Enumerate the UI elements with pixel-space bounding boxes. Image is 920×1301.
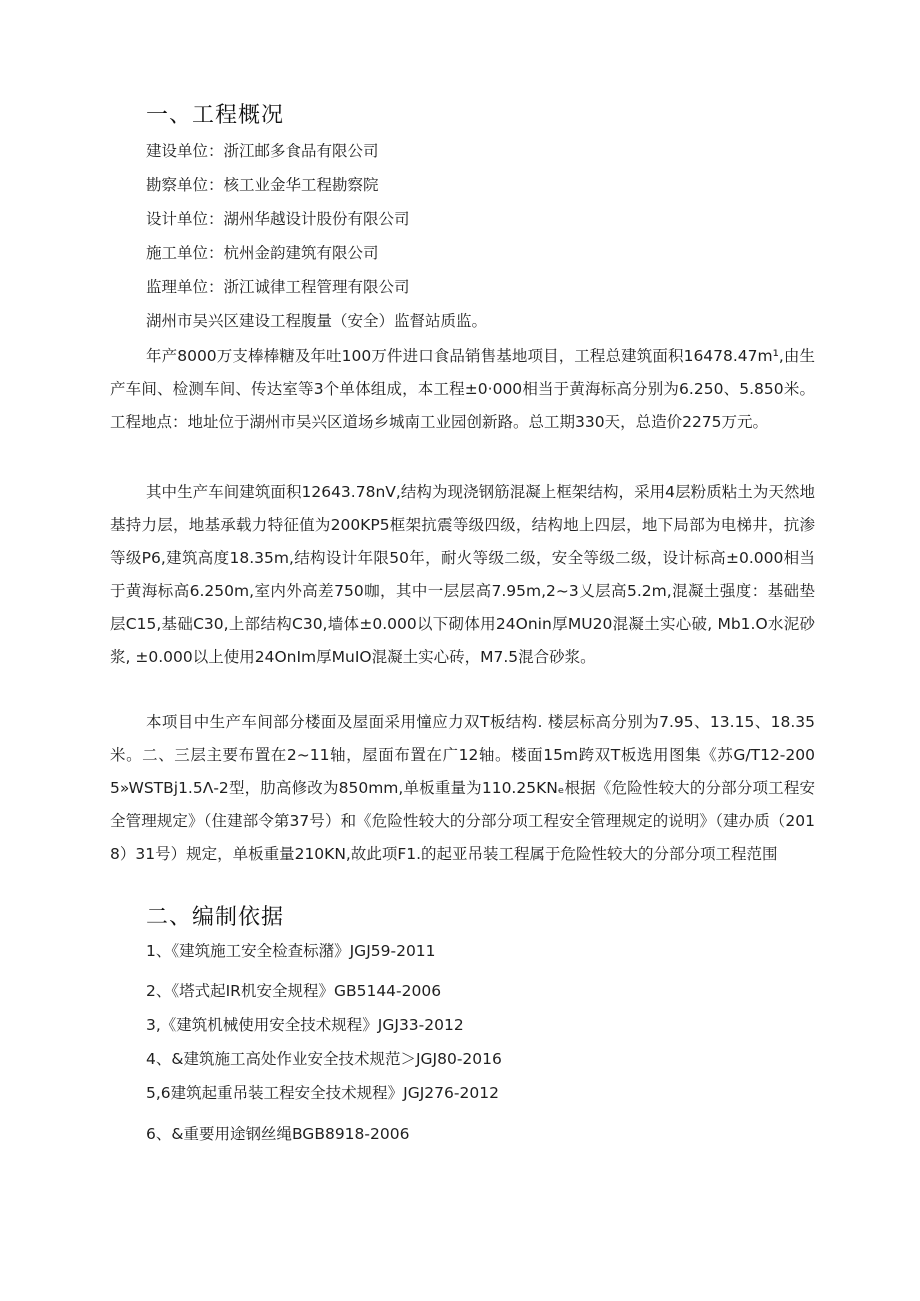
reference-item: 4、&建筑施工高处作业安全技术规范＞JGJ80-2016 <box>146 1050 502 1068</box>
overview-paragraph-1: 年产8000万支棒棒糖及年吐100万件进口食品销售基地项目，工程总建筑面积16478.47m¹,由生产车间、检测车间、传达室等3个单体组成，本工程±0·000相当于黄海标高分别为6.250、5.850米。工程地点：地址位于湖州市吴兴区道场乡城南工业园创新路。总工期330天，总造价2275万元。 <box>110 347 815 431</box>
section-heading-basis: 二、编制依据 <box>146 905 285 930</box>
reference-item: 1、《建筑施工安全检查标潴》JGJ59-2011 <box>146 942 436 960</box>
section-heading-overview: 一、工程概况 <box>146 103 285 128</box>
reference-item: 6、&重要用途钢丝绳BGB8918-2006 <box>146 1125 410 1143</box>
unit-construction: 建设单位：浙江邮多食品有限公司 <box>146 142 379 160</box>
unit-quality-station: 湖州市吴兴区建设工程腹量（安全）监督站质监。 <box>146 312 488 330</box>
unit-design: 设计单位：湖州华越设计股份有限公司 <box>146 210 410 228</box>
reference-item: 3,《建筑机械使用安全技术规程》JGJ33-2012 <box>146 1016 464 1034</box>
overview-paragraph-2: 其中生产车间建筑面积12643.78nV,结构为现浇钢筋混凝上框架结构，采用4层粉质粘土为天然地基持力层，地基承载力特征值为200KP5框架抗震等级四级，结构地上四层，地下局部为电梯井，抗渗等级P6,建筑高度18.35m,结构设计年限50年，耐火等级二级，安全等级二级，设计标高±0.000相当于黄海标高6.250m,室内外高差750咖，其中一层层高7.95m,2~3乂层高5.2m,混凝土强度：基础垫层C15,基础C30,上部结构C30,墙体±0.000以下砌体用24Onin厚MU20混凝土实心破, Mb1.O水泥砂浆, ±0.000以上使用24OnIm厚MuIO混凝土实心砖，M7.5混合砂浆。 <box>110 483 815 666</box>
overview-paragraph-3: 本项目中生产车间部分楼面及屋面采用憧应力双T板结构. 楼层标高分别为7.95、13.15、18.35米。二、三层主要布置在2~11轴，屋面布置在广12轴。楼面15m跨双T板选用图集《苏G/T12-2005»WSTBj1.5Λ-2型，肋高修改为850mm,单板重量为110.25KNₑ根据《危险性较大的分部分项工程安全管理规定》（住建部令第37号）和《危险性较大的分部分项工程安全管理规定的说明》（建办质（2018）31号）规定，单板重量210KN,故此项F1.的起亚吊装工程属于危险性较大的分部分项工程范围 <box>110 713 815 863</box>
unit-supervisor: 监理单位：浙江诚律工程管理有限公司 <box>146 278 410 296</box>
unit-survey: 勘察单位：核工业金华工程勘察院 <box>146 176 379 194</box>
reference-item: 5,6建筑起重吊装工程安全技术规程》JGJ276-2012 <box>146 1084 499 1102</box>
reference-item: 2、《塔式起IR机安全规程》GB5144-2006 <box>146 982 442 1000</box>
unit-contractor: 施工单位：杭州金韵建筑有限公司 <box>146 244 379 262</box>
